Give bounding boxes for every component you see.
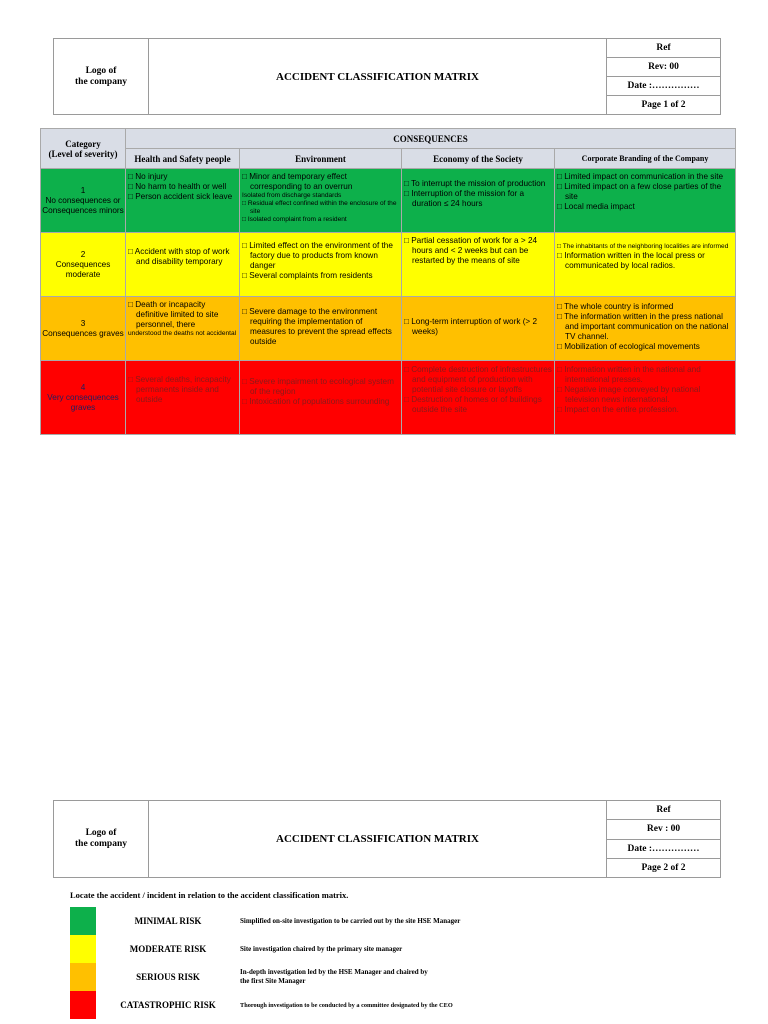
severity-category: 4 Very consequences graves: [41, 361, 126, 435]
risk-color-swatch: [70, 991, 96, 1019]
ref-field: Ref: [607, 39, 721, 58]
environment-cell: [240, 297, 402, 361]
environment-cell: [240, 361, 402, 435]
legend-item-serious: [70, 963, 730, 991]
economy-cell: [402, 297, 555, 361]
table-row: [41, 233, 736, 297]
table-row: [41, 361, 736, 435]
risk-label: MINIMAL RISK: [134, 916, 202, 926]
legend-item-minimal: [70, 907, 730, 935]
page-number: Page 2 of 2: [607, 858, 721, 877]
list-item: □ The inhabitants of the neighboring localities are informed: [557, 243, 729, 250]
environment-cell: [240, 169, 402, 233]
health-cell: [126, 169, 240, 233]
list-item: □ No harm to health or well: [128, 182, 227, 191]
list-item: □ To interrupt the mission of production: [404, 179, 546, 188]
risk-label: MODERATE RISK: [129, 944, 207, 954]
risk-color-swatch: [70, 963, 96, 991]
risk-color-swatch: [70, 907, 96, 935]
date-field: Date :……………: [607, 77, 721, 96]
branding-cell: [555, 233, 736, 297]
economy-cell: [402, 233, 555, 297]
severity-category: 1 No consequences or Consequences minors: [41, 169, 126, 233]
health-cell: [126, 361, 240, 435]
table-row: [41, 169, 736, 233]
list-item: □ Long-term interruption of work (> 2 weeks): [404, 317, 538, 336]
risk-description: Site investigation chaired by the primary site manager: [240, 944, 403, 953]
list-item: □ Limited effect on the environment of the factory due to products from known danger: [242, 241, 393, 270]
risk-label: CATASTROPHIC RISK: [120, 1000, 216, 1010]
document-title: ACCIDENT CLASSIFICATION MATRIX: [149, 801, 607, 878]
document-title: ACCIDENT CLASSIFICATION MATRIX: [149, 39, 607, 115]
classification-matrix: [40, 128, 736, 435]
ref-field: Ref: [607, 801, 721, 820]
severity-category: 3 Consequences graves: [41, 297, 126, 361]
page2-header: [53, 800, 721, 878]
list-item: □ Several deaths, incapacity permanents inside and outside: [128, 375, 231, 404]
economy-cell: [402, 361, 555, 435]
health-cell: [126, 233, 240, 297]
list-item: □ Several complaints from residents: [242, 271, 373, 280]
page1-header: [53, 38, 721, 115]
list-item: □ Accident with stop of work and disability temporary: [128, 247, 230, 266]
list-item: □ Information written in the national and international presses.: [557, 365, 701, 384]
list-item: Isolated from discharge standards: [242, 192, 342, 199]
risk-color-swatch: [70, 935, 96, 963]
list-item: □ Mobilization of ecological movements: [557, 342, 700, 351]
list-item: □ Complete destruction of infrastructures and equipment of production with potential site closure or layoffs: [404, 365, 552, 394]
category-header: Category (Level of severity): [41, 129, 126, 169]
list-item: □ Intoxication of populations surrounding: [242, 397, 390, 406]
column-header-branding: Corporate Branding of the Company: [555, 149, 736, 169]
health-cell: [126, 297, 240, 361]
column-header-environment: Environment: [240, 149, 402, 169]
legend-item-catastrophic: [70, 991, 730, 1019]
list-item: □ Person accident sick leave: [128, 192, 233, 201]
list-item: □ Interruption of the mission for a duration ≤ 24 hours: [404, 189, 525, 208]
list-item: □ Minor and temporary effect corresponding to an overrun: [242, 172, 353, 191]
column-header-economy: Economy of the Society: [402, 149, 555, 169]
list-item: □ The information written in the press national and important communication on the national TV channel.: [557, 312, 729, 341]
list-item: □ Severe damage to the environment requiring the implementation of measures to prevent the spread effects outside: [242, 307, 392, 346]
list-item: □ Negative image conveyed by national television news international.: [557, 385, 701, 404]
list-item: □ Death or incapacity definitive limited to site personnel, there: [128, 300, 219, 329]
risk-description: In-depth investigation led by the HSE Manager and chaired by the first Site Manager: [240, 968, 428, 985]
list-item: □ Local media impact: [557, 202, 635, 211]
economy-cell: [402, 169, 555, 233]
risk-description: Thorough investigation to be conducted by a committee designated by the CEO: [240, 1001, 453, 1009]
list-item: □ Impact on the entire profession.: [557, 405, 679, 414]
table-row: [41, 297, 736, 361]
list-item: □ Isolated complaint from a resident: [242, 216, 347, 223]
consequences-header: CONSEQUENCES: [126, 129, 736, 149]
list-item: □ The whole country is informed: [557, 302, 674, 311]
list-item: □ Severe impairment to ecological system of the region: [242, 377, 394, 396]
environment-cell: [240, 233, 402, 297]
company-logo-placeholder: Logo of the company: [54, 39, 149, 115]
legend-item-moderate: [70, 935, 730, 963]
list-item: □ Partial cessation of work for a > 24 hours and < 2 weeks but can be restarted by the means of site: [404, 236, 538, 265]
list-item: □ Destruction of homes or of buildings outside the site: [404, 395, 542, 414]
severity-category: 2 Consequences moderate: [41, 233, 126, 297]
risk-description: Simplified on-site investigation to be carried out by the site HSE Manager: [240, 916, 461, 925]
page-number: Page 1 of 2: [607, 96, 721, 115]
branding-cell: [555, 297, 736, 361]
branding-cell: [555, 361, 736, 435]
list-item: □ Limited impact on a few close parties of the site: [557, 182, 722, 201]
date-field: Date :……………: [607, 839, 721, 858]
list-item: □ Limited impact on communication in the site: [557, 172, 724, 181]
column-header-health: Health and Safety people: [126, 149, 240, 169]
list-item: □ Residual effect confined within the enclosure of the site: [242, 200, 397, 215]
revision-field: Rev : 00: [607, 820, 721, 839]
branding-cell: [555, 169, 736, 233]
list-item: understood the deaths not accidental: [128, 330, 237, 337]
list-item: □ No injury: [128, 172, 168, 181]
company-logo-placeholder: Logo of the company: [54, 801, 149, 878]
risk-label: SERIOUS RISK: [136, 972, 200, 982]
instruction-text: Locate the accident / incident in relation to the accident classification matrix.: [70, 890, 349, 900]
revision-field: Rev: 00: [607, 58, 721, 77]
list-item: □ Information written in the local press or communicated by local radios.: [557, 251, 705, 270]
